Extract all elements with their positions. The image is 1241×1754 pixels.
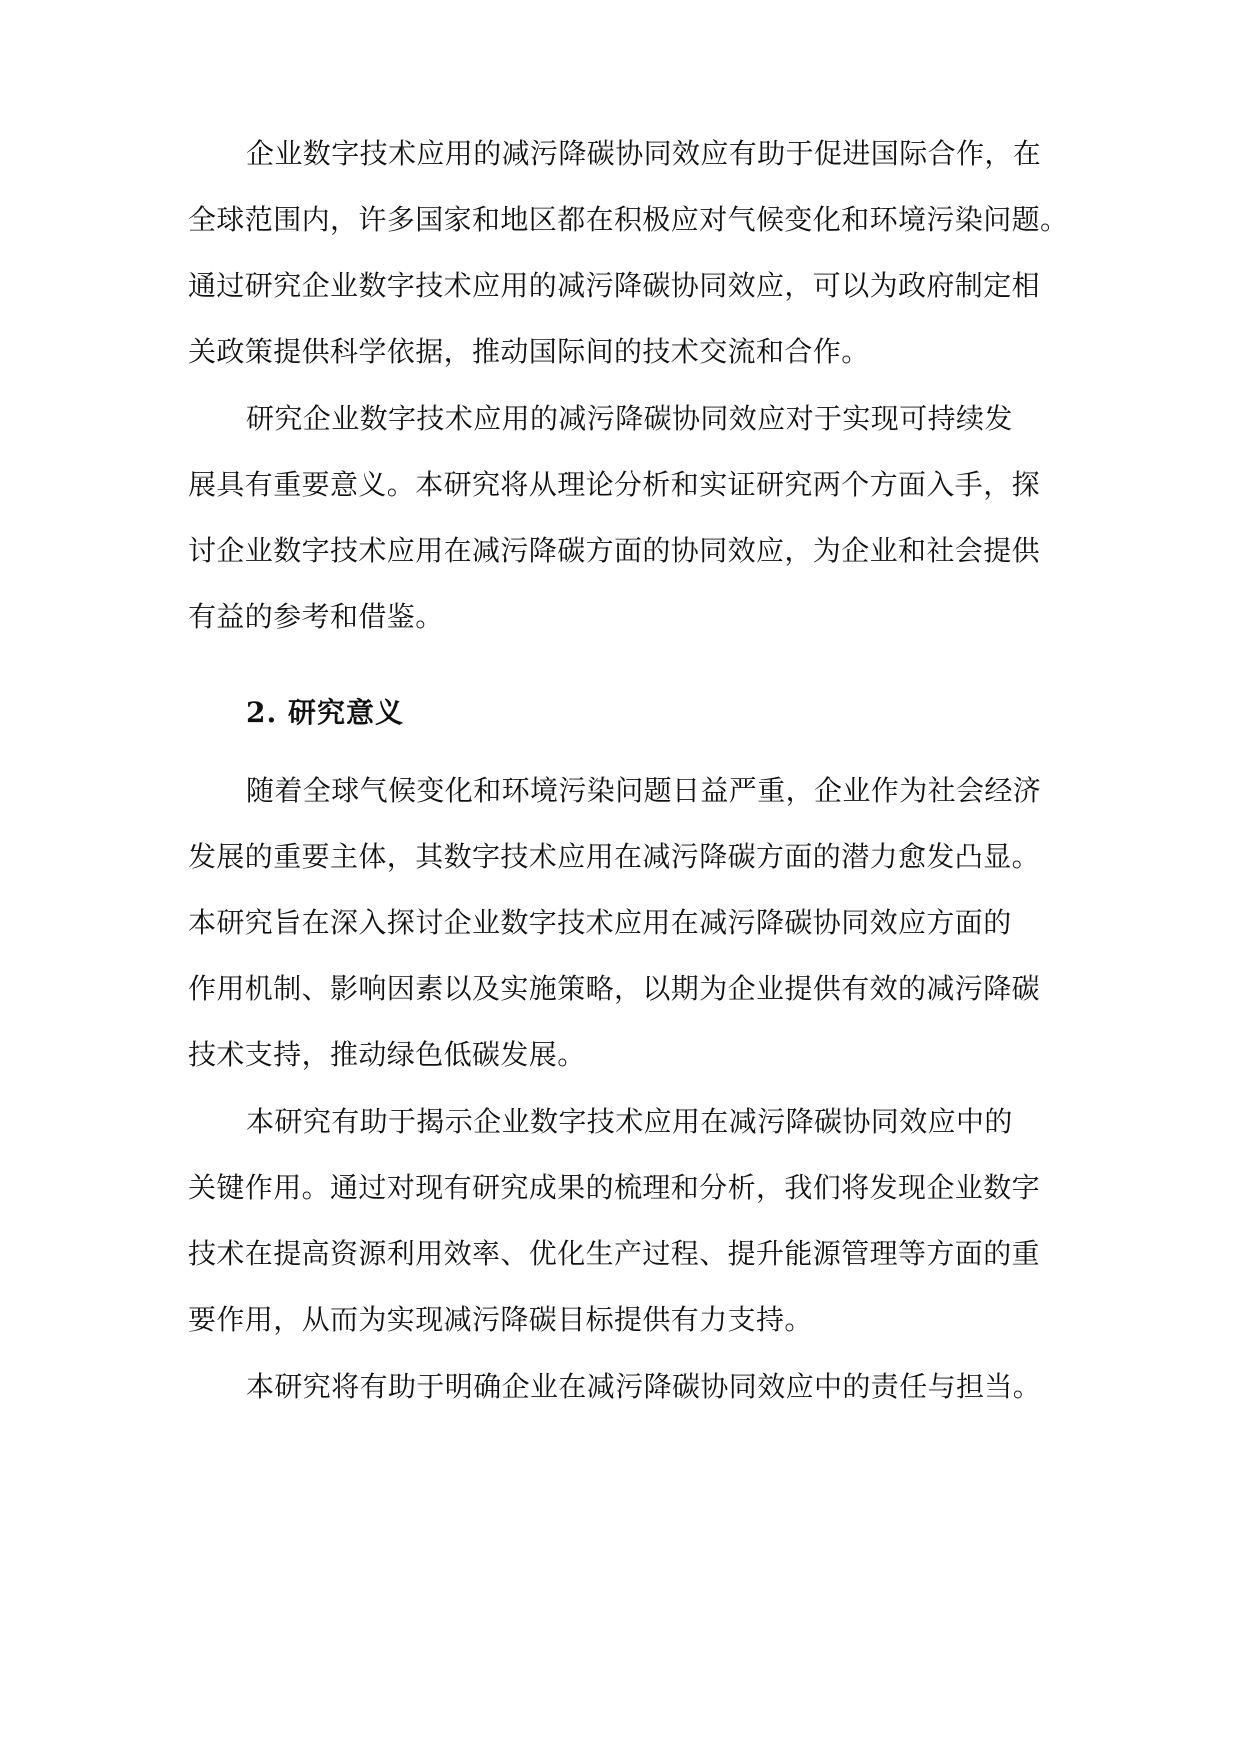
section-heading: 2. 研究意义 <box>246 696 404 729</box>
paragraph-5-line-1: 本研究将有助于明确企业在减污降碳协同效应中的责任与担当。 <box>246 1370 1042 1403</box>
paragraph-1-line-2: 全球范围内，许多国家和地区都在积极应对气候变化和环境污染问题。 <box>188 203 1069 236</box>
paragraph-1-line-4: 关政策提供科学依据，推动国际间的技术交流和合作。 <box>188 335 870 368</box>
paragraph-3-line-3: 本研究旨在深入探讨企业数字技术应用在减污降碳协同效应方面的 <box>188 906 1012 939</box>
paragraph-4-line-2: 关键作用。通过对现有研究成果的梳理和分析，我们将发现企业数字 <box>188 1171 1041 1204</box>
paragraph-1-line-3: 通过研究企业数字技术应用的减污降碳协同效应，可以为政府制定相 <box>188 269 1041 302</box>
paragraph-4-line-1: 本研究有助于揭示企业数字技术应用在减污降碳协同效应中的 <box>246 1105 1013 1138</box>
paragraph-3-line-2: 发展的重要主体，其数字技术应用在减污降碳方面的潜力愈发凸显。 <box>188 840 1041 873</box>
paragraph-3-line-1: 随着全球气候变化和环境污染问题日益严重，企业作为社会经济 <box>246 774 1042 807</box>
paragraph-2-line-4: 有益的参考和借鉴。 <box>188 600 444 633</box>
paragraph-2-line-2: 展具有重要意义。本研究将从理论分析和实证研究两个方面入手，探 <box>188 468 1041 501</box>
paragraph-4-line-3: 技术在提高资源利用效率、优化生产过程、提升能源管理等方面的重 <box>188 1237 1041 1270</box>
paragraph-2-line-1: 研究企业数字技术应用的减污降碳协同效应对于实现可持续发 <box>246 402 1013 435</box>
paragraph-3-line-5: 技术支持，推动绿色低碳发展。 <box>188 1038 586 1071</box>
paragraph-4-line-4: 要作用，从而为实现减污降碳目标提供有力支持。 <box>188 1303 813 1336</box>
paragraph-3-line-4: 作用机制、影响因素以及实施策略，以期为企业提供有效的减污降碳 <box>188 972 1041 1005</box>
paragraph-2-line-3: 讨企业数字技术应用在减污降碳方面的协同效应，为企业和社会提供 <box>188 534 1041 567</box>
paragraph-1-line-1: 企业数字技术应用的减污降碳协同效应有助于促进国际合作，在 <box>246 137 1042 170</box>
